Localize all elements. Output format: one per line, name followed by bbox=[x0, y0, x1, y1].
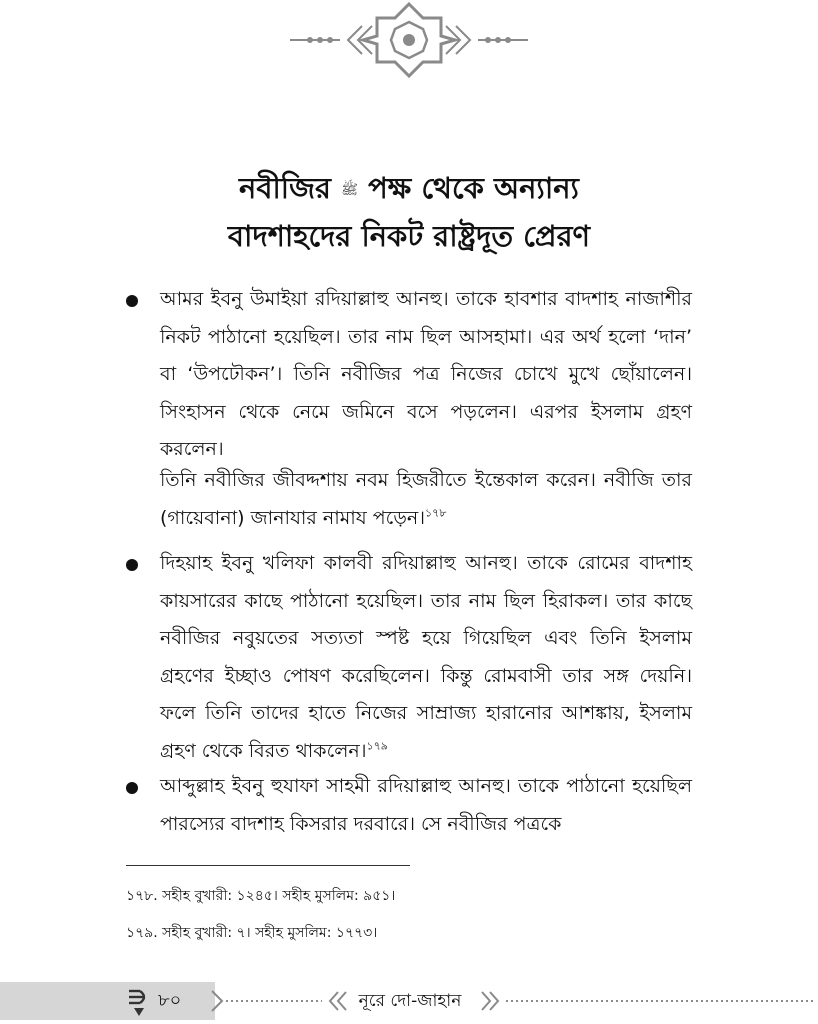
list-item-continuation bbox=[160, 462, 692, 537]
chapter-title-line-1 bbox=[0, 168, 818, 210]
title-text-before: নবীজির bbox=[239, 171, 331, 205]
book-title: নূরে দো-জাহান bbox=[358, 991, 462, 1011]
page-footer bbox=[0, 982, 818, 1024]
footnote: ১৭৮. সহীহ বুখারী: ১২৪৫। সহীহ মুসলিম: ৯৫১। bbox=[126, 888, 396, 904]
book-emblem-icon bbox=[126, 986, 152, 1018]
title-text-after: পক্ষ থেকে অন্যান্য bbox=[368, 171, 579, 205]
list-item-text: আমর ইবনু উমাইয়া রদিয়াল্লাহু আনহু। তাকে হাবশার বাদশাহ নাজাশীর নিকট পাঠানো হয়েছিল। তার নাম ছিল আসহামা। এর অর্থ হলো ‘দান’ বা ‘উপঢৌকন’। তিনি নবীজির পত্র নিজের চোখে মুখে ছোঁয়ালেন। সিংহাসন থেকে নেমে জমিনে বসে পড়লেন। এরপর ইসলাম গ্রহণ করলেন। bbox=[160, 288, 692, 460]
header-ornament bbox=[0, 0, 818, 80]
footnote-divider bbox=[126, 865, 410, 866]
list-item-text: আব্দুল্লাহ ইবনু হুযাফা সাহমী রদিয়াল্লাহু আনহু। তাকে পাঠানো হয়েছিল পারস্যের বাদশাহ কিসরার দরবারে। সে নবীজির পত্রকে bbox=[160, 775, 692, 835]
footnote: ১৭৯. সহীহ বুখারী: ৭। সহীহ মুসলিম: ১৭৭৩। bbox=[126, 925, 378, 941]
footnote-ref[interactable]: ১৭৯ bbox=[366, 739, 388, 753]
page-number: ৮০ bbox=[158, 990, 182, 1011]
list-item bbox=[160, 545, 692, 770]
bullet-icon bbox=[126, 559, 138, 571]
bullet-icon bbox=[126, 782, 138, 794]
list-item-text: দিহয়াহ ইবনু খলিফা কালবী রদিয়াল্লাহু আনহু। তাকে রোমের বাদশাহ কায়সারের কাছে পাঠানো হয়েছিল। তার নাম ছিল হিরাকল। তার কাছে নবীজির নবুয়তের সত্যতা স্পষ্ট হয়ে গিয়েছিল এবং তিনি ইসলাম গ্রহণের ইচ্ছাও পোষণ করেছিলেন। কিন্তু রোমবাসী তার সঙ্গ দেয়নি। ফলে তিনি তাদের হাতে নিজের সাম্রাজ্য হারানোর আশঙ্কায়, ইসলাম গ্রহণ থেকে বিরত থাকলেন। bbox=[160, 552, 692, 762]
chapter-title-line-2: বাদশাহদের নিকট রাষ্ট্রদূত প্রেরণ bbox=[227, 219, 591, 253]
salutation-glyph: ﷺ bbox=[341, 182, 359, 198]
footer-decoration bbox=[210, 982, 818, 1020]
bullet-icon bbox=[126, 295, 138, 307]
footnote-ref[interactable]: ১৭৮ bbox=[425, 506, 447, 520]
continuation-text: তিনি নবীজির জীবদ্দশায় নবম হিজরীতে ইন্তেকাল করেন। নবীজি তার (গায়েবানা) জানাযার নামায পড়েন। bbox=[160, 469, 692, 529]
